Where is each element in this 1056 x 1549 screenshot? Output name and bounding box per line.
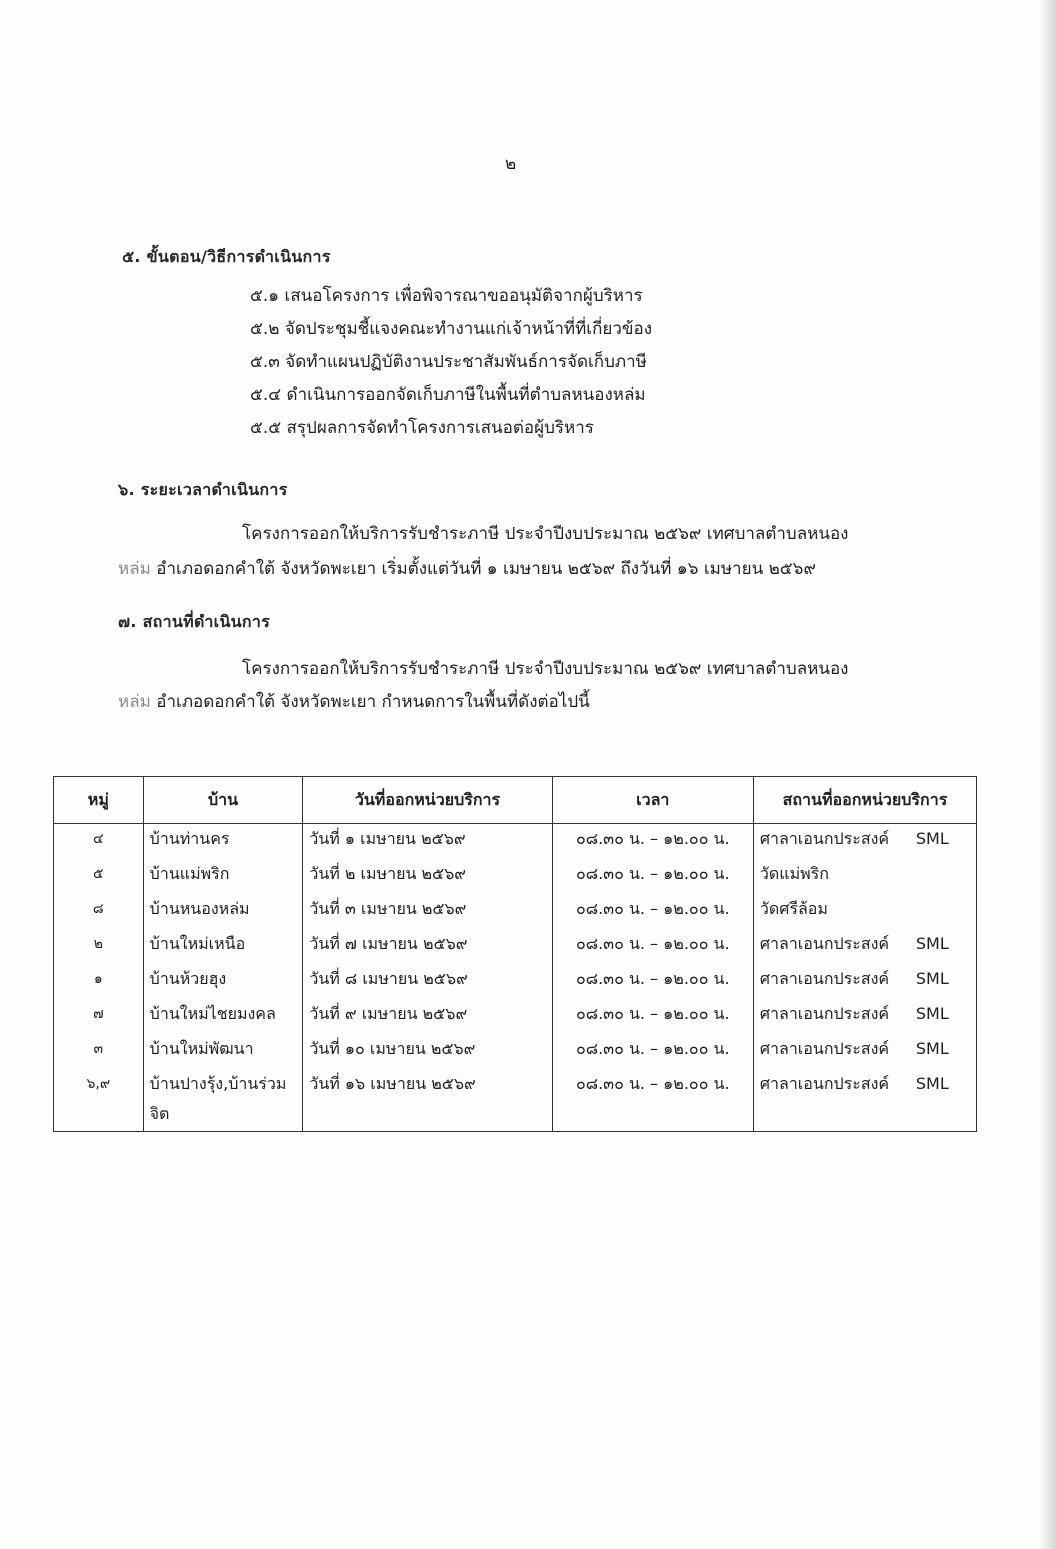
place-name: ศาลาเอนกประสงค์: [759, 969, 890, 988]
place-suffix: SML: [915, 1074, 949, 1093]
cell-place: [753, 859, 976, 894]
cell-moo: ๓: [54, 1034, 144, 1069]
place-suffix: SML: [915, 1039, 949, 1058]
table-row: [54, 1034, 977, 1069]
table-row: [54, 894, 977, 929]
cell-place: [753, 1069, 976, 1132]
section-6-heading: ๖. ระยะเวลาดำเนินการ: [118, 480, 288, 499]
table-row: [54, 859, 977, 894]
section-6-faint-word: หล่ม: [118, 559, 151, 579]
cell-date: วันที่ ๑ เมษายน ๒๕๖๙: [303, 824, 552, 860]
section-7-line-2-text: อำเภอดอกคำใต้ จังหวัดพะเยา กำหนดการในพื้นที่ดังต่อไปนี้: [150, 692, 590, 712]
place-suffix: SML: [915, 934, 949, 953]
section-7-paragraph-line-2: [118, 688, 590, 715]
step-item: ๕.๔ ดำเนินการออกจัดเก็บภาษีในพื้นที่ตำบลหนองหล่ม: [250, 385, 646, 405]
cell-moo: ๗: [54, 999, 144, 1034]
header-moo: หมู่: [54, 777, 144, 824]
cell-village: บ้านใหม่เหนือ: [143, 929, 303, 964]
cell-village: บ้านหนองหล่ม: [143, 894, 303, 929]
cell-time: ๐๘.๓๐ น. – ๑๒.๐๐ น.: [552, 999, 753, 1034]
cell-date: วันที่ ๒ เมษายน ๒๕๖๙: [303, 859, 552, 894]
cell-moo: ๔: [54, 824, 144, 860]
place-name: ศาลาเอนกประสงค์: [759, 1039, 890, 1058]
section-7-faint-word: หล่ม: [118, 692, 151, 712]
cell-moo: ๖,๙: [54, 1069, 144, 1132]
step-item: ๕.๑ เสนอโครงการ เพื่อพิจารณาขออนุมัติจากผู้บริหาร: [250, 286, 643, 306]
cell-village: บ้านใหม่ไชยมงคล: [143, 999, 303, 1034]
cell-date: วันที่ ๓ เมษายน ๒๕๖๙: [303, 894, 552, 929]
step-item: ๕.๕ สรุปผลการจัดทำโครงการเสนอต่อผู้บริหาร: [250, 418, 594, 438]
table-row: [54, 1069, 977, 1132]
header-time: เวลา: [552, 777, 753, 824]
cell-time: ๐๘.๓๐ น. – ๑๒.๐๐ น.: [552, 1034, 753, 1069]
cell-date: วันที่ ๘ เมษายน ๒๕๖๙: [303, 964, 552, 999]
cell-village: บ้านปางรุ้ง,บ้านร่วมจิต: [143, 1069, 303, 1132]
place-name: ศาลาเอนกประสงค์: [759, 1074, 890, 1093]
section-5-step-list: [250, 280, 652, 445]
cell-time: ๐๘.๓๐ น. – ๑๒.๐๐ น.: [552, 929, 753, 964]
cell-place: [753, 929, 976, 964]
table-row: [54, 929, 977, 964]
cell-village: บ้านใหม่พัฒนา: [143, 1034, 303, 1069]
step-item: ๕.๓ จัดทำแผนปฏิบัติงานประชาสัมพันธ์การจัดเก็บภาษี: [250, 352, 647, 372]
place-suffix: SML: [915, 829, 949, 848]
page-edge-shadow: [1038, 0, 1056, 1549]
section-7-heading: ๗. สถานที่ดำเนินการ: [118, 612, 271, 631]
cell-village: บ้านแม่พริก: [143, 859, 303, 894]
cell-place: [753, 964, 976, 999]
section-6-paragraph-line-1: โครงการออกให้บริการรับชำระภาษี ประจำปีงบประมาณ ๒๕๖๙ เทศบาลตำบลหนอง: [242, 524, 849, 544]
cell-date: วันที่ ๑๖ เมษายน ๒๕๖๙: [303, 1069, 552, 1132]
place-name: วัดศรีล้อม: [759, 899, 828, 918]
place-suffix: SML: [915, 1004, 949, 1023]
cell-place: [753, 824, 976, 860]
cell-date: วันที่ ๑๐ เมษายน ๒๕๖๙: [303, 1034, 552, 1069]
step-item: ๕.๒ จัดประชุมชี้แจงคณะทำงานแก่เจ้าหน้าที่ที่เกี่ยวข้อง: [250, 319, 653, 339]
cell-place: [753, 894, 976, 929]
cell-moo: ๕: [54, 859, 144, 894]
cell-moo: ๒: [54, 929, 144, 964]
header-place: สถานที่ออกหน่วยบริการ: [753, 777, 976, 824]
table-row: [54, 999, 977, 1034]
cell-date: วันที่ ๗ เมษายน ๒๕๖๙: [303, 929, 552, 964]
section-6-line-2-text: อำเภอดอกคำใต้ จังหวัดพะเยา เริ่มตั้งแต่วันที่ ๑ เมษายน ๒๕๖๙ ถึงวันที่ ๑๖ เมษายน ๒๕๖๙: [150, 559, 816, 579]
section-6-paragraph-line-2: [118, 555, 816, 582]
cell-time: ๐๘.๓๐ น. – ๑๒.๐๐ น.: [552, 824, 753, 860]
place-suffix: SML: [915, 969, 949, 988]
place-name: ศาลาเอนกประสงค์: [759, 1004, 890, 1023]
section-7-paragraph-line-1: โครงการออกให้บริการรับชำระภาษี ประจำปีงบประมาณ ๒๕๖๙ เทศบาลตำบลหนอง: [242, 659, 849, 679]
place-name: วัดแม่พริก: [759, 864, 829, 883]
cell-time: ๐๘.๓๐ น. – ๑๒.๐๐ น.: [552, 964, 753, 999]
cell-place: [753, 999, 976, 1034]
place-name: ศาลาเอนกประสงค์: [759, 934, 890, 953]
page-number: ๒: [505, 154, 518, 174]
place-name: ศาลาเอนกประสงค์: [759, 829, 890, 848]
cell-village: บ้านท่านคร: [143, 824, 303, 860]
cell-time: ๐๘.๓๐ น. – ๑๒.๐๐ น.: [552, 1069, 753, 1132]
header-village: บ้าน: [143, 777, 303, 824]
cell-time: ๐๘.๓๐ น. – ๑๒.๐๐ น.: [552, 894, 753, 929]
table-row: [54, 824, 977, 860]
cell-date: วันที่ ๙ เมษายน ๒๕๖๙: [303, 999, 552, 1034]
header-date: วันที่ออกหน่วยบริการ: [303, 777, 552, 824]
cell-time: ๐๘.๓๐ น. – ๑๒.๐๐ น.: [552, 859, 753, 894]
table-row: [54, 964, 977, 999]
cell-place: [753, 1034, 976, 1069]
cell-moo: ๑: [54, 964, 144, 999]
cell-moo: ๘: [54, 894, 144, 929]
section-5-heading: ๕. ขั้นตอน/วิธีการดำเนินการ: [122, 247, 331, 266]
service-schedule-table: [53, 776, 977, 1132]
cell-village: บ้านห้วยฮุง: [143, 964, 303, 999]
table-header-row: [54, 777, 977, 824]
